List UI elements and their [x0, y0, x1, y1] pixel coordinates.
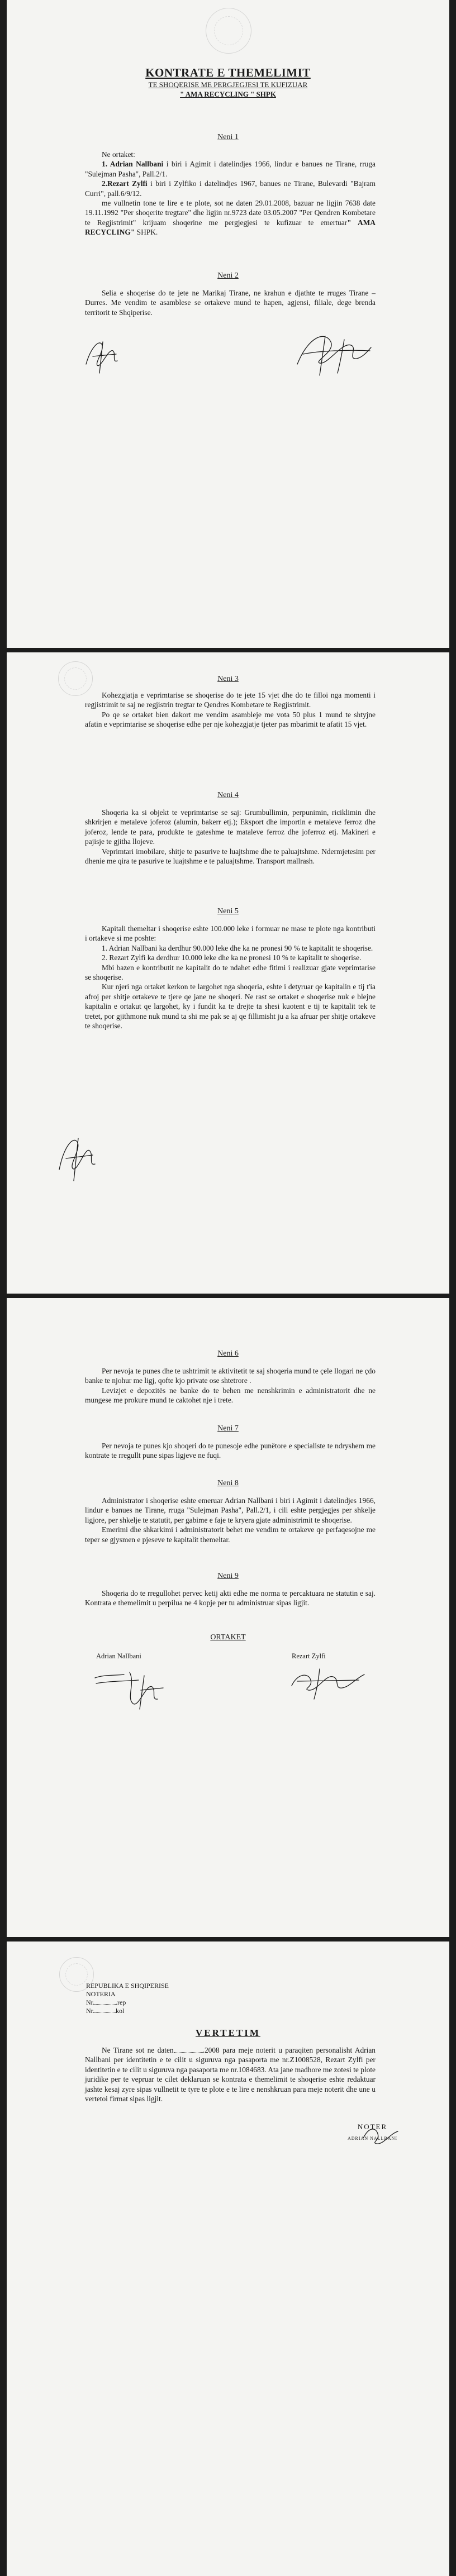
- kol-number: Nr. kol: [86, 2007, 125, 2015]
- article-8-text: Administrator i shoqerise eshte emeruar Adrian Nallbani i biri i Agimit i datelindjes 1966, lindur e banues ne Tirane, rruga "Sulejman Pasha", Pall.2/1, i cili eshte pergjegjes per shkelje ligjore, per shkelje te statutit, per gabime e faje te kryera gjate administrimit te shoqerise. Emerimi dhe shkarkimi i administratorit behet me vendim te ortakeve qe perfaqesojne me teper se gjysmen e pjeseve te kapitalit themeltar.: [85, 1496, 376, 1544]
- article-9-heading: Neni 9: [217, 1572, 239, 1580]
- seal-stamp-icon: [206, 8, 251, 54]
- rep-number: Nr. .rep: [86, 1998, 126, 2006]
- notary-label: NOTERIA: [86, 1990, 116, 1998]
- article-6-text: Per nevoja te punes dhe te ushtrimit te aktivitetit te saj shoqeria mund te çele llogari ne çdo banke te njohur me ligj, qofte kjo private ose shtetrore . Levizjet e depozitës ne banke do te behen me nenshkrimin e administratorit dhe ne mungese me prokure mund te caktohet nje i trete.: [85, 1367, 376, 1405]
- signature-adrian-icon: [53, 1125, 103, 1186]
- article-4-text: Shoqeria ka si objekt te veprimtarise se saj: Grumbullimin, perpunimin, riciklimin dhe shkrirjen e metaleve joferoz (alumin, bakerr etj.); Eksport dhe importin e metaleve ferroz dhe joferoz, lende te para, produkte te gateshme te mataleve ferroz dhe joferroz etj. Makineri e pajisje te gjitha llojeve. Veprimtari imobilare, shitje te pasurive te luajtshme dhe te paluajtshme. Ndermjetesim per dhenie me qira te pasurive te luajtshme e te paluajtshme. Transport mallrash.: [85, 808, 376, 866]
- partner-2: 2.Rezart Zylfi i biri i Zylfiko i datelindjes 1967, banues ne Tirane, Bulevardi "Bajram Curri", pall.6/9/12.: [85, 179, 376, 198]
- article-6-heading: Neni 6: [217, 1349, 239, 1358]
- article-9-text: Shoqeria do te rregullohet pervec ketij akti edhe me norma te percaktuara ne statutin e saj. Kontrata e themelimit u perpilua ne 4 kopje per tu administruar sipas ligjit.: [85, 1589, 376, 1607]
- partners-intro: Ne ortaket:: [102, 150, 135, 159]
- page-2: [7, 652, 449, 1294]
- article-2-text: Selia e shoqerise do te jete ne Marikaj Tirane, ne krahun e djathte te rruges Tirane – Durres. Me vendim te asamblese se ortakeve mund te hapen, agjensi, filiale, dege brenda territorit te Shqiperise.: [85, 289, 376, 317]
- signature-adrian-icon: [80, 332, 125, 376]
- notary-name: ADRIAN NALLBANI: [348, 2136, 397, 2141]
- article-8-heading: Neni 8: [217, 1479, 239, 1487]
- partner-1: 1. Adrian Nallbani i biri i Agimit i datelindjes 1966, lindur e banues ne Tirane, rruga "Sulejman Pasha", Pall.2/1.: [85, 160, 376, 178]
- certification-title: VERTETIM: [196, 2028, 260, 2038]
- contract-subtitle: TE SHOQERISE ME PERGJEGJESI TE KUFIZUAR: [148, 80, 308, 89]
- article-3-text: Kohezgjatja e veprimtarise se shoqerise do te jete 15 vjet dhe do te filloi nga momenti i regjistrimit te saj ne regjistrin tregtar te Qendres Kombetare te Regjistrimit. Po qe se ortaket bien dakort me vendim asambleje me vota 50 plus 1 mund te shtyjne afatin e veprimtarise se shoqerise edhe per nje kohezgjatje tjeter pas mbarimit te afatit 15 vjet.: [85, 691, 376, 729]
- signer-1-name: Adrian Nallbani: [96, 1652, 141, 1660]
- article-3-heading: Neni 3: [217, 675, 239, 683]
- signature-rezart-icon: [286, 1658, 370, 1702]
- page-3: [7, 1298, 449, 1937]
- article-5-text: Kapitali themeltar i shoqerise eshte 100.000 leke i formuar ne mase te plote nga kontributi i ortakeve si me poshte: 1. Adrian Nallbani ka derdhur 90.000 leke dhe ka ne pronesi 90 % te kapitalit te shoqerise. 2. Rezart Zylfi ka derdhur 10.000 leke dhe ka ne pronesi 10 % te kapitalit te shoqerise. Mbi bazen e kontributit ne kapitalit do te ndahet edhe fitimi i realizuar gjate veprimtarise se shoqerise. Kur njeri nga ortaket kerkon te largohet nga shoqeria, eshte i detyruar qe kapitalin e tij t'ia afroj per shitje ortakeve te tjere qe jane ne shoqeri. Ne rast se ortaket e shoqerise nuk e blejne kapitalin e ortakut qe largohet, ky i fundit ka te drejte ta shesi kuotent e tij te kapitalit tek te tretet, por gjithmone nuk mund ta shi me pak se aj qe fillimisht ju a ka afruar per shitje ortakeve te shoqerise.: [85, 924, 376, 1031]
- founding-statement: me vullnetin tone te lire e te plote, sot ne daten 29.01.2008, bazuar ne ligjin 7638 date 19.11.1992 "Per shoqerite tregtare" dhe ligjin nr.9723 date 03.05.2007 "Per Qendren Kombetare te Regjistrimit" krijuam shoqerine me pergjegjesi te kufizuar te emertuar" AMA RECYCLING" SHPK.: [85, 199, 376, 237]
- signer-2-name: Rezart Zylfi: [292, 1652, 326, 1660]
- article-2-heading: Neni 2: [217, 271, 239, 280]
- article-1-heading: Neni 1: [217, 133, 239, 141]
- certification-text: Ne Tirane sot ne daten .2008 para meje noterit u paraqiten personalisht Adrian Nallbani per identitetin e te cilit u siguruva nga pasaporta me nr.Z1008528, Rezart Zylfi per identitetin e te cilit u siguruva nga pasaporta me nr.1084683. Ata jane madhore me zotesi te plote juridike per te vepruar te cilet deklaruan se kontrata e themelimit te shoqerise eshte redaktuar jashte kesaj zyre sipas vullnetit te tyre te plote e te lire e nenshkruan para meje noterit dhe une u vertetoi firmat sipas ligjit.: [85, 2046, 376, 2103]
- article-7-text: Per nevoja te punes kjo shoqeri do te punesoje edhe punëtore e specialiste te ndryshem me kontrate te rregullt pune sipas ligjeve ne fuqi.: [85, 1442, 376, 1460]
- signature-rezart-icon: [286, 325, 376, 381]
- partners-heading: ORTAKET: [210, 1633, 246, 1642]
- article-1-text: [85, 150, 376, 237]
- notary-label: NOTER: [357, 2122, 388, 2131]
- company-name: " AMA RECYCLING " SHPK: [180, 90, 276, 98]
- contract-title: KONTRATE E THEMELIMIT: [145, 66, 311, 79]
- page-1: [7, 0, 449, 648]
- page-4: [7, 1941, 449, 2576]
- article-4-heading: Neni 4: [217, 791, 239, 799]
- notary-header: [86, 1982, 231, 2015]
- republic-label: REPUBLIKA E SHQIPERISE: [86, 1982, 169, 1990]
- article-7-heading: Neni 7: [217, 1424, 239, 1433]
- signature-adrian-icon: [91, 1661, 174, 1711]
- notary-signature-icon: [359, 2121, 403, 2149]
- article-5-heading: Neni 5: [217, 907, 239, 915]
